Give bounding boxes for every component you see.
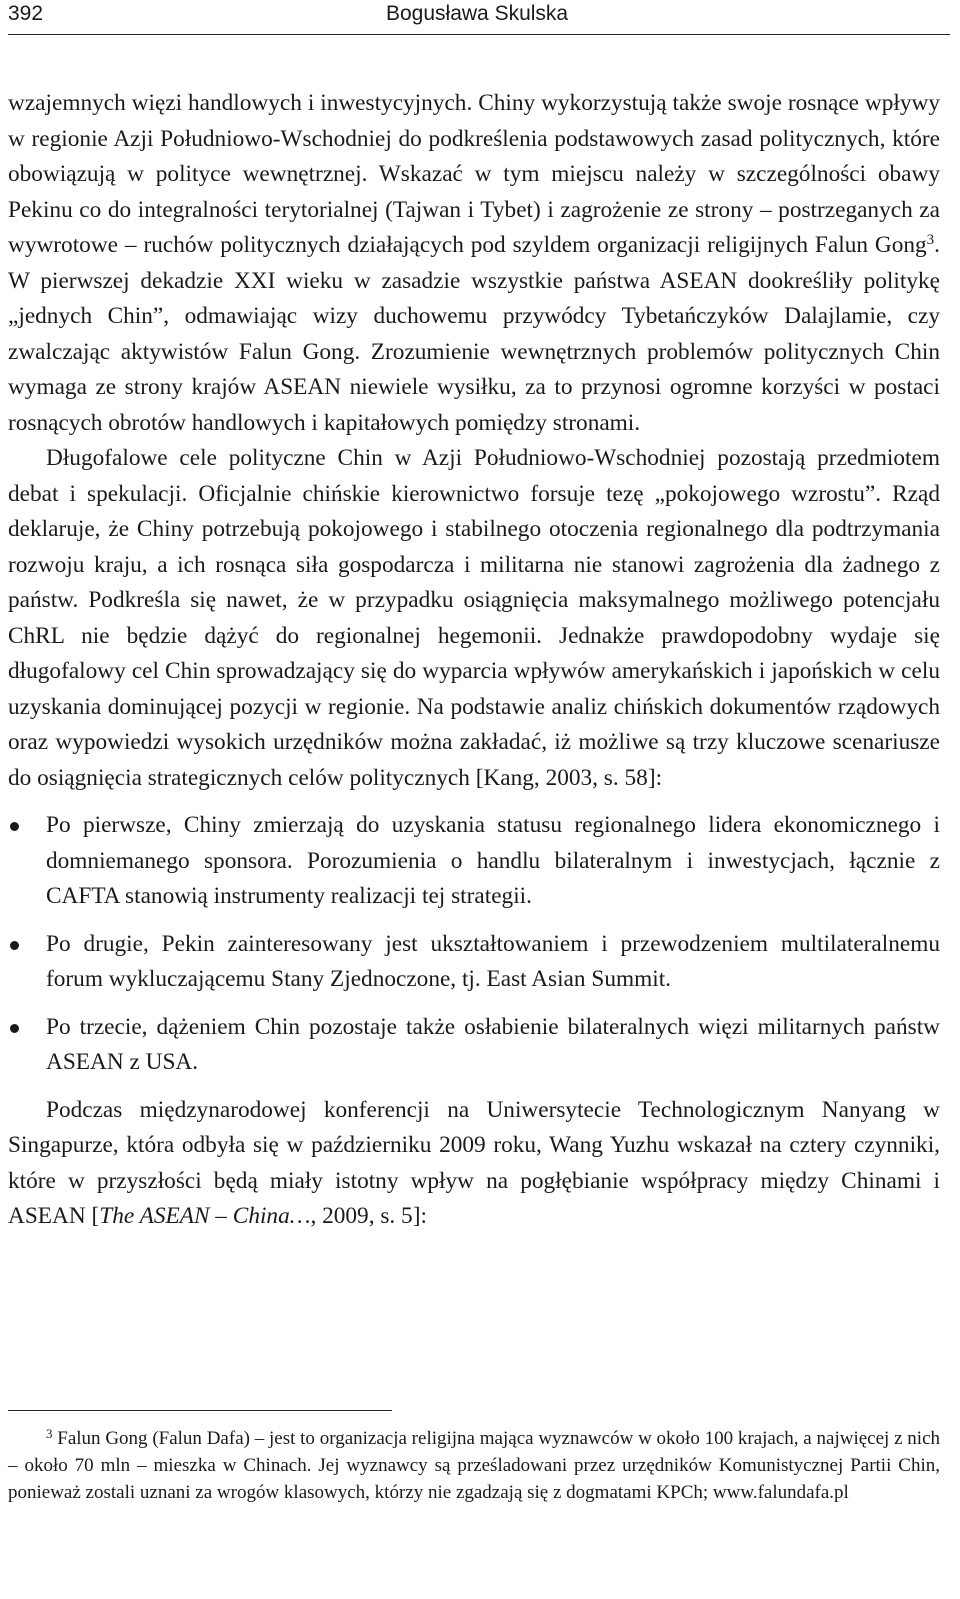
- footnote: [8, 1425, 940, 1506]
- cited-title: The ASEAN – China…: [99, 1203, 311, 1229]
- page-number: 392: [8, 2, 44, 25]
- paragraph-1-text-b: . W pierwszej dekadzie XXI wieku w zasadzie wszystkie państwa ASEAN dookreśliły politykę „jednych Chin”, odmawiając wizy duchowemu przywódcy Tybetańczyków Dalajlamie, czy zwalczając aktywistów Falun Gong. Zrozumienie wewnętrznych problemów politycznych Chin wymaga ze strony krajów ASEAN niewiele wysiłku, za to przynosi ogromne korzyści w postaci rosnących obrotów handlowych i kapitałowych pomiędzy stronami.: [8, 232, 940, 436]
- list-item: [8, 927, 940, 998]
- paragraph-1: [8, 86, 940, 441]
- paragraph-3-text-a: Podczas międzynarodowej konferencji na Uniwersytecie Technologicznym Nanyang w Singapurze, która odbyła się w październiku 2009 roku, Wang Yuzhu wskazał na cztery czynniki, które w przyszłości będą miały istotny wpływ na pogłębianie współpracy między Chinami i ASEAN [: [8, 1096, 940, 1229]
- footnote-text: Falun Gong (Falun Dafa) – jest to organizacja religijna mająca wyznawców w około 100 krajach, a najwięcej z nich – około 70 mln – mieszka w Chinach. Jej wyznawcy są prześladowani przez urzędników Komunistycznej Partii Chin, ponieważ zostali uznani za wrogów klasowych, którzy nie zgadzają się z dogmatami KPCh; www.falundafa.pl: [8, 1428, 940, 1503]
- list-item: [8, 1010, 940, 1081]
- body-text: [8, 86, 940, 1235]
- paragraph-3: [8, 1093, 940, 1235]
- scenario-list: [8, 808, 940, 1081]
- bullet-icon: [10, 941, 19, 950]
- paragraph-3-text-b: , 2009, s. 5]:: [310, 1203, 427, 1229]
- footnote-rule: [8, 1410, 392, 1411]
- list-item-text: Po pierwsze, Chiny zmierzają do uzyskania statusu regionalnego lidera ekonomicznego i domniemanego sponsora. Porozumienia o handlu bilateralnym i inwestycjach, łącznie z CAFTA stanowią instrumenty realizacji tej strategii.: [46, 812, 940, 909]
- footnote-number: 3: [46, 1426, 53, 1441]
- list-item: [8, 808, 940, 915]
- paragraph-1-text-a: wzajemnych więzi handlowych i inwestycyjnych. Chiny wykorzystują także swoje rosnące wpływy w regionie Azji Południowo-Wschodniej do podkreślenia podstawowych zasad politycznych, które obowiązują w polityce wewnętrznej. Wskazać w tym miejscu należy w szczególności obawy Pekinu co do integralności terytorialnej (Tajwan i Tybet) i zagrożenie ze strony – postrzeganych za wywrotowe – ruchów politycznych działających pod szyldem organizacji religijnych Falun Gong: [8, 90, 940, 258]
- page-header: [8, 0, 950, 40]
- bullet-icon: [10, 822, 19, 831]
- bullet-icon: [10, 1024, 19, 1033]
- list-item-text: Po drugie, Pekin zainteresowany jest ukształtowaniem i przewodzeniem multilateralnemu forum wykluczającemu Stany Zjednoczone, tj. East Asian Summit.: [46, 930, 940, 992]
- footnote-reference: 3: [926, 232, 935, 248]
- header-rule: [8, 34, 950, 35]
- running-header-author: Bogusława Skulska: [386, 2, 569, 25]
- list-item-text: Po trzecie, dążeniem Chin pozostaje także osłabienie bilateralnych więzi militarnych państw ASEAN z USA.: [46, 1013, 940, 1075]
- paragraph-2: Długofalowe cele polityczne Chin w Azji Południowo-Wschodniej pozostają przedmiotem debat i spekulacji. Oficjalnie chińskie kierownictwo forsuje tezę „pokojowego wzrostu”. Rząd deklaruje, że Chiny potrzebują pokojowego i stabilnego otoczenia regionalnego dla podtrzymania rozwoju kraju, a ich rosnąca siła gospodarcza i militarna nie stanowi zagrożenia dla żadnego z państw. Podkreśla się nawet, że w przypadku osiągnięcia maksymalnego możliwego potencjału ChRL nie będzie dążyć do regionalnej hegemonii. Jednakże prawdopodobny wydaje się długofalowy cel Chin sprowadzający się do wyparcia wpływów amerykańskich i japońskich w celu uzyskania dominującej pozycji w regionie. Na podstawie analiz chińskich dokumentów rządowych oraz wypowiedzi wysokich urzędników można zakładać, iż możliwe są trzy kluczowe scenariusze do osiągnięcia strategicznych celów politycznych [Kang, 2003, s. 58]:: [8, 445, 940, 791]
